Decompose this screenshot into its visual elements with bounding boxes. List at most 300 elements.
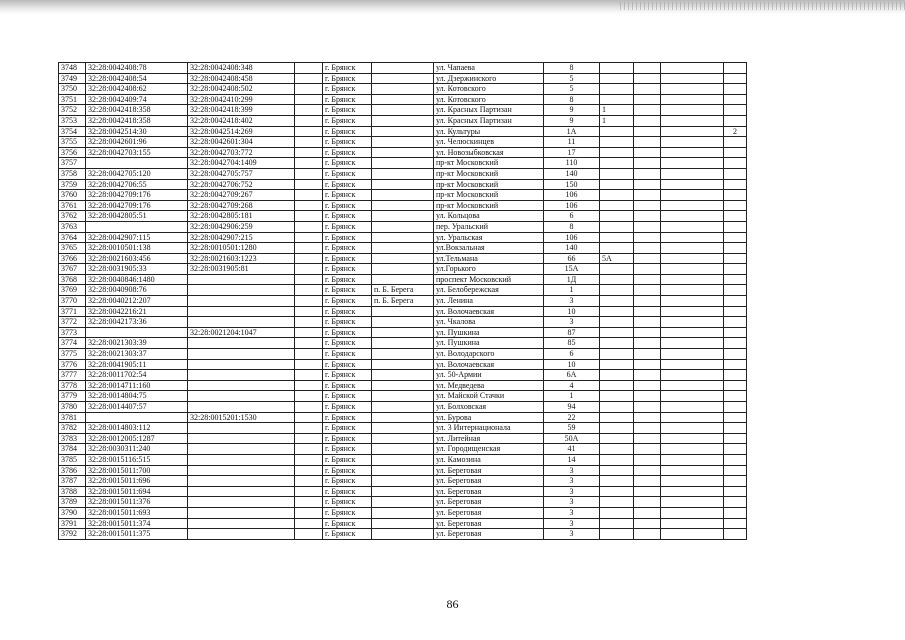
cell-building-number bbox=[600, 476, 634, 487]
cell-building-number bbox=[600, 190, 634, 201]
cell-settlement bbox=[372, 221, 434, 232]
cell-extra-count bbox=[724, 370, 747, 381]
cell-settlement bbox=[372, 433, 434, 444]
cell-extra-field bbox=[295, 370, 323, 381]
cell-building-number bbox=[600, 147, 634, 158]
table-row bbox=[59, 253, 747, 264]
cell-extra-field-3 bbox=[661, 380, 724, 391]
cell-building-number bbox=[600, 168, 634, 179]
cell-extra-field-3 bbox=[661, 370, 724, 381]
cell-extra-field-3 bbox=[661, 190, 724, 201]
cell-extra-field bbox=[295, 444, 323, 455]
cell-city: г. Брянск bbox=[323, 359, 372, 370]
cell-extra-count bbox=[724, 232, 747, 243]
table-row bbox=[59, 486, 747, 497]
cell-extra-count bbox=[724, 444, 747, 455]
cell-row-number: 3769 bbox=[59, 285, 86, 296]
cell-extra-field-2 bbox=[634, 211, 661, 222]
cell-city: г. Брянск bbox=[323, 168, 372, 179]
cell-house-number: 17 bbox=[544, 147, 600, 158]
cell-extra-field-3 bbox=[661, 253, 724, 264]
cell-land-cadastral-number: 32:28:0042514:30 bbox=[86, 126, 188, 137]
cell-row-number: 3761 bbox=[59, 200, 86, 211]
cell-building-number bbox=[600, 264, 634, 275]
cell-row-number: 3762 bbox=[59, 211, 86, 222]
cell-extra-field-2 bbox=[634, 529, 661, 540]
cell-row-number: 3772 bbox=[59, 317, 86, 328]
cell-building-cadastral-number bbox=[188, 476, 295, 487]
cell-settlement bbox=[372, 179, 434, 190]
cell-extra-field-3 bbox=[661, 137, 724, 148]
cell-extra-field-2 bbox=[634, 105, 661, 116]
cell-land-cadastral-number: 32:28:0021603:456 bbox=[86, 253, 188, 264]
cell-house-number: 3 bbox=[544, 529, 600, 540]
cell-settlement bbox=[372, 412, 434, 423]
cell-building-number bbox=[600, 433, 634, 444]
cell-land-cadastral-number: 32:28:0014803:112 bbox=[86, 423, 188, 434]
cell-house-number: 140 bbox=[544, 243, 600, 254]
cell-street: ул. Уральская bbox=[434, 232, 544, 243]
cell-extra-field bbox=[295, 285, 323, 296]
cell-street: ул. Камозина bbox=[434, 454, 544, 465]
cell-street: ул. Береговая bbox=[434, 486, 544, 497]
cell-extra-count bbox=[724, 497, 747, 508]
cell-extra-field bbox=[295, 349, 323, 360]
cell-row-number: 3778 bbox=[59, 380, 86, 391]
cell-settlement bbox=[372, 63, 434, 74]
table-row bbox=[59, 200, 747, 211]
cell-extra-field bbox=[295, 105, 323, 116]
cell-extra-field-3 bbox=[661, 232, 724, 243]
cell-city: г. Брянск bbox=[323, 306, 372, 317]
cell-row-number: 3764 bbox=[59, 232, 86, 243]
cell-building-cadastral-number bbox=[188, 380, 295, 391]
cell-street: ул. Чкалова bbox=[434, 317, 544, 328]
cell-house-number: 1Д bbox=[544, 274, 600, 285]
cell-extra-field-3 bbox=[661, 317, 724, 328]
table-row bbox=[59, 115, 747, 126]
cell-settlement bbox=[372, 190, 434, 201]
cell-settlement bbox=[372, 73, 434, 84]
cell-city: г. Брянск bbox=[323, 94, 372, 105]
cell-extra-field bbox=[295, 158, 323, 169]
cell-building-cadastral-number: 32:28:0042709:267 bbox=[188, 190, 295, 201]
cell-row-number: 3784 bbox=[59, 444, 86, 455]
cell-city: г. Брянск bbox=[323, 465, 372, 476]
table-row bbox=[59, 423, 747, 434]
cell-extra-field bbox=[295, 94, 323, 105]
cell-building-cadastral-number: 32:28:0015201:1530 bbox=[188, 412, 295, 423]
cell-street: пр-кт Московский bbox=[434, 158, 544, 169]
cell-land-cadastral-number: 32:28:0042709:176 bbox=[86, 190, 188, 201]
cell-land-cadastral-number: 32:28:0042418:358 bbox=[86, 115, 188, 126]
cell-row-number: 3768 bbox=[59, 274, 86, 285]
cell-extra-field-2 bbox=[634, 507, 661, 518]
cell-building-number bbox=[600, 221, 634, 232]
cell-city: г. Брянск bbox=[323, 137, 372, 148]
cell-building-number bbox=[600, 402, 634, 413]
cell-building-cadastral-number: 32:28:0010501:1280 bbox=[188, 243, 295, 254]
cell-extra-field-3 bbox=[661, 454, 724, 465]
cell-extra-count bbox=[724, 137, 747, 148]
cell-city: г. Брянск bbox=[323, 158, 372, 169]
cell-extra-field-2 bbox=[634, 253, 661, 264]
cell-building-number bbox=[600, 349, 634, 360]
cell-building-cadastral-number: 32:28:0042704:1409 bbox=[188, 158, 295, 169]
cell-city: г. Брянск bbox=[323, 433, 372, 444]
cell-land-cadastral-number: 32:28:0042706:55 bbox=[86, 179, 188, 190]
cell-city: г. Брянск bbox=[323, 296, 372, 307]
cell-row-number: 3755 bbox=[59, 137, 86, 148]
cell-extra-count: 2 bbox=[724, 126, 747, 137]
cell-street: ул. Кольцова bbox=[434, 211, 544, 222]
cell-building-number bbox=[600, 63, 634, 74]
table-row bbox=[59, 243, 747, 254]
cell-street: ул. Пушкина bbox=[434, 338, 544, 349]
cell-house-number: 3 bbox=[544, 465, 600, 476]
cell-extra-field-2 bbox=[634, 168, 661, 179]
cell-settlement bbox=[372, 105, 434, 116]
cell-house-number: 106 bbox=[544, 200, 600, 211]
cell-extra-count bbox=[724, 115, 747, 126]
cell-building-number bbox=[600, 327, 634, 338]
cell-building-cadastral-number bbox=[188, 349, 295, 360]
cell-land-cadastral-number: 32:28:0015011:694 bbox=[86, 486, 188, 497]
cell-extra-field-3 bbox=[661, 168, 724, 179]
cell-settlement bbox=[372, 211, 434, 222]
cell-extra-field-2 bbox=[634, 158, 661, 169]
cell-building-cadastral-number bbox=[188, 465, 295, 476]
cell-extra-field-3 bbox=[661, 285, 724, 296]
cell-street: ул. Майской Стачки bbox=[434, 391, 544, 402]
cell-extra-field-3 bbox=[661, 529, 724, 540]
cell-row-number: 3779 bbox=[59, 391, 86, 402]
cell-extra-field bbox=[295, 380, 323, 391]
cell-street: ул.Вокзальная bbox=[434, 243, 544, 254]
cell-row-number: 3786 bbox=[59, 465, 86, 476]
cell-extra-count bbox=[724, 402, 747, 413]
cell-row-number: 3780 bbox=[59, 402, 86, 413]
cell-land-cadastral-number: 32:28:0040846:1480 bbox=[86, 274, 188, 285]
cell-extra-field-3 bbox=[661, 433, 724, 444]
cell-house-number: 8 bbox=[544, 63, 600, 74]
cell-city: г. Брянск bbox=[323, 274, 372, 285]
cell-extra-field-2 bbox=[634, 380, 661, 391]
cell-extra-field bbox=[295, 359, 323, 370]
cell-building-number: 1 bbox=[600, 105, 634, 116]
cell-extra-field-3 bbox=[661, 63, 724, 74]
cell-building-number bbox=[600, 380, 634, 391]
cell-extra-count bbox=[724, 412, 747, 423]
cell-row-number: 3792 bbox=[59, 529, 86, 540]
cell-house-number: 110 bbox=[544, 158, 600, 169]
cell-extra-field-2 bbox=[634, 296, 661, 307]
cell-extra-field-2 bbox=[634, 497, 661, 508]
cell-building-number bbox=[600, 529, 634, 540]
cell-extra-field-3 bbox=[661, 94, 724, 105]
cell-settlement bbox=[372, 317, 434, 328]
cell-city: г. Брянск bbox=[323, 412, 372, 423]
cell-city: г. Брянск bbox=[323, 221, 372, 232]
table-row bbox=[59, 264, 747, 275]
cell-street: ул. Береговая bbox=[434, 507, 544, 518]
cell-extra-field-2 bbox=[634, 274, 661, 285]
cell-house-number: 50А bbox=[544, 433, 600, 444]
cell-extra-count bbox=[724, 327, 747, 338]
cell-building-cadastral-number bbox=[188, 338, 295, 349]
cell-house-number: 22 bbox=[544, 412, 600, 423]
cell-land-cadastral-number: 32:28:0042418:358 bbox=[86, 105, 188, 116]
cell-building-cadastral-number: 32:28:0042907:215 bbox=[188, 232, 295, 243]
cell-extra-field bbox=[295, 433, 323, 444]
table-row bbox=[59, 529, 747, 540]
cell-settlement bbox=[372, 465, 434, 476]
cell-street: ул. Береговая bbox=[434, 497, 544, 508]
cell-extra-field-3 bbox=[661, 158, 724, 169]
cell-building-cadastral-number: 32:28:0042706:752 bbox=[188, 179, 295, 190]
cell-land-cadastral-number: 32:28:0014711:160 bbox=[86, 380, 188, 391]
cell-row-number: 3763 bbox=[59, 221, 86, 232]
cell-settlement bbox=[372, 497, 434, 508]
cell-building-cadastral-number: 32:28:0042418:399 bbox=[188, 105, 295, 116]
cell-settlement bbox=[372, 391, 434, 402]
cell-extra-field-3 bbox=[661, 423, 724, 434]
cell-settlement bbox=[372, 232, 434, 243]
cell-building-number bbox=[600, 200, 634, 211]
cell-building-number bbox=[600, 126, 634, 137]
cell-city: г. Брянск bbox=[323, 264, 372, 275]
cell-land-cadastral-number: 32:28:0015011:374 bbox=[86, 518, 188, 529]
cell-extra-field-2 bbox=[634, 317, 661, 328]
cell-building-number bbox=[600, 486, 634, 497]
cell-city: г. Брянск bbox=[323, 507, 372, 518]
cell-street: ул. Волочаевская bbox=[434, 306, 544, 317]
cell-city: г. Брянск bbox=[323, 211, 372, 222]
cell-street: ул. Пушкина bbox=[434, 327, 544, 338]
cell-extra-field-2 bbox=[634, 423, 661, 434]
cell-row-number: 3765 bbox=[59, 243, 86, 254]
cell-city: г. Брянск bbox=[323, 402, 372, 413]
cell-building-cadastral-number: 32:28:0021204:1047 bbox=[188, 327, 295, 338]
cell-building-cadastral-number: 32:28:0042408:348 bbox=[188, 63, 295, 74]
table-row bbox=[59, 349, 747, 360]
cell-land-cadastral-number: 32:28:0021303:39 bbox=[86, 338, 188, 349]
cell-street: ул. Литейная bbox=[434, 433, 544, 444]
cell-house-number: 1 bbox=[544, 391, 600, 402]
cell-settlement bbox=[372, 327, 434, 338]
cell-building-cadastral-number bbox=[188, 359, 295, 370]
cell-house-number: 9 bbox=[544, 115, 600, 126]
cell-extra-field-3 bbox=[661, 126, 724, 137]
cell-city: г. Брянск bbox=[323, 497, 372, 508]
cell-building-cadastral-number: 32:28:0042408:502 bbox=[188, 84, 295, 95]
cell-building-number bbox=[600, 338, 634, 349]
cell-city: г. Брянск bbox=[323, 486, 372, 497]
cell-extra-count bbox=[724, 253, 747, 264]
cell-land-cadastral-number bbox=[86, 327, 188, 338]
cell-extra-field-2 bbox=[634, 486, 661, 497]
cell-extra-field bbox=[295, 243, 323, 254]
cell-extra-field-3 bbox=[661, 179, 724, 190]
table-row bbox=[59, 306, 747, 317]
cell-building-number bbox=[600, 454, 634, 465]
cell-building-cadastral-number bbox=[188, 507, 295, 518]
cell-land-cadastral-number: 32:28:0014804:75 bbox=[86, 391, 188, 402]
cell-extra-field-2 bbox=[634, 338, 661, 349]
cell-row-number: 3770 bbox=[59, 296, 86, 307]
cell-building-cadastral-number bbox=[188, 306, 295, 317]
cell-street: ул. Береговая bbox=[434, 465, 544, 476]
cell-extra-field-2 bbox=[634, 454, 661, 465]
cell-settlement bbox=[372, 147, 434, 158]
cell-settlement bbox=[372, 243, 434, 254]
cell-city: г. Брянск bbox=[323, 380, 372, 391]
cell-settlement bbox=[372, 349, 434, 360]
cell-extra-field bbox=[295, 115, 323, 126]
cell-extra-field bbox=[295, 137, 323, 148]
cell-building-number bbox=[600, 274, 634, 285]
cell-row-number: 3760 bbox=[59, 190, 86, 201]
cell-street: ул. Бурова bbox=[434, 412, 544, 423]
cell-extra-field-2 bbox=[634, 94, 661, 105]
cell-settlement bbox=[372, 137, 434, 148]
cell-street: ул. Челюскинцев bbox=[434, 137, 544, 148]
cell-building-number bbox=[600, 243, 634, 254]
cell-city: г. Брянск bbox=[323, 126, 372, 137]
cell-extra-field bbox=[295, 518, 323, 529]
cell-land-cadastral-number: 32:28:0040212:207 bbox=[86, 296, 188, 307]
cell-row-number: 3773 bbox=[59, 327, 86, 338]
cell-extra-field-2 bbox=[634, 306, 661, 317]
cell-city: г. Брянск bbox=[323, 349, 372, 360]
cell-extra-field-2 bbox=[634, 433, 661, 444]
table-row bbox=[59, 94, 747, 105]
cell-extra-count bbox=[724, 73, 747, 84]
cell-land-cadastral-number: 32:28:0015011:700 bbox=[86, 465, 188, 476]
cell-extra-field bbox=[295, 264, 323, 275]
cell-street: ул.Тельмана bbox=[434, 253, 544, 264]
cell-settlement bbox=[372, 253, 434, 264]
cell-land-cadastral-number: 32:28:0015011:375 bbox=[86, 529, 188, 540]
cell-row-number: 3774 bbox=[59, 338, 86, 349]
cell-house-number: 3 bbox=[544, 497, 600, 508]
cell-building-number bbox=[600, 306, 634, 317]
cell-extra-field bbox=[295, 168, 323, 179]
cell-settlement bbox=[372, 126, 434, 137]
cell-house-number: 5 bbox=[544, 84, 600, 95]
table-row bbox=[59, 476, 747, 487]
cell-house-number: 41 bbox=[544, 444, 600, 455]
cell-street: ул. Культуры bbox=[434, 126, 544, 137]
cell-row-number: 3756 bbox=[59, 147, 86, 158]
cell-row-number: 3791 bbox=[59, 518, 86, 529]
cell-extra-field bbox=[295, 179, 323, 190]
cell-extra-field-3 bbox=[661, 391, 724, 402]
cell-city: г. Брянск bbox=[323, 444, 372, 455]
cell-extra-count bbox=[724, 529, 747, 540]
cell-extra-field bbox=[295, 402, 323, 413]
cell-extra-count bbox=[724, 391, 747, 402]
cell-row-number: 3752 bbox=[59, 105, 86, 116]
cell-house-number: 8 bbox=[544, 221, 600, 232]
cell-land-cadastral-number: 32:28:0042408:62 bbox=[86, 84, 188, 95]
cell-building-number bbox=[600, 465, 634, 476]
cell-house-number: 94 bbox=[544, 402, 600, 413]
cell-city: г. Брянск bbox=[323, 200, 372, 211]
cell-extra-count bbox=[724, 105, 747, 116]
cell-extra-count bbox=[724, 84, 747, 95]
cell-house-number: 15А bbox=[544, 264, 600, 275]
cell-extra-count bbox=[724, 94, 747, 105]
cell-extra-field bbox=[295, 317, 323, 328]
cell-land-cadastral-number: 32:28:0030311:240 bbox=[86, 444, 188, 455]
cell-building-cadastral-number: 32:28:0042601:304 bbox=[188, 137, 295, 148]
cell-extra-field-3 bbox=[661, 306, 724, 317]
cell-building-number bbox=[600, 412, 634, 423]
cell-settlement bbox=[372, 306, 434, 317]
cell-extra-count bbox=[724, 317, 747, 328]
cell-extra-field-3 bbox=[661, 296, 724, 307]
cell-building-cadastral-number bbox=[188, 486, 295, 497]
cell-extra-count bbox=[724, 518, 747, 529]
cell-row-number: 3771 bbox=[59, 306, 86, 317]
cell-extra-field-3 bbox=[661, 338, 724, 349]
cell-row-number: 3766 bbox=[59, 253, 86, 264]
cell-street: пр-кт Московский bbox=[434, 179, 544, 190]
page-number: 86 bbox=[446, 597, 459, 611]
cell-house-number: 66 bbox=[544, 253, 600, 264]
cell-extra-field bbox=[295, 232, 323, 243]
cell-house-number: 59 bbox=[544, 423, 600, 434]
cell-building-cadastral-number: 32:28:0042805:181 bbox=[188, 211, 295, 222]
cell-row-number: 3787 bbox=[59, 476, 86, 487]
cell-settlement: п. Б. Берега bbox=[372, 285, 434, 296]
cell-land-cadastral-number: 32:28:0042703:155 bbox=[86, 147, 188, 158]
table-row bbox=[59, 168, 747, 179]
cell-street: ул.Горького bbox=[434, 264, 544, 275]
cell-extra-field-2 bbox=[634, 264, 661, 275]
cell-extra-count bbox=[724, 274, 747, 285]
cell-building-number bbox=[600, 179, 634, 190]
cell-building-cadastral-number: 32:28:0042408:458 bbox=[188, 73, 295, 84]
cell-extra-field bbox=[295, 507, 323, 518]
table-row bbox=[59, 84, 747, 95]
cell-extra-field-3 bbox=[661, 465, 724, 476]
cell-extra-field-3 bbox=[661, 444, 724, 455]
cell-house-number: 140 bbox=[544, 168, 600, 179]
cell-extra-field bbox=[295, 454, 323, 465]
cell-land-cadastral-number: 32:28:0012005:1287 bbox=[86, 433, 188, 444]
cell-land-cadastral-number bbox=[86, 412, 188, 423]
cell-extra-count bbox=[724, 211, 747, 222]
table-row bbox=[59, 317, 747, 328]
cell-settlement: п. Б. Берега bbox=[372, 296, 434, 307]
cell-street: ул. Красных Партизан bbox=[434, 115, 544, 126]
cell-extra-count bbox=[724, 168, 747, 179]
cell-city: г. Брянск bbox=[323, 84, 372, 95]
cell-land-cadastral-number: 32:28:0015011:376 bbox=[86, 497, 188, 508]
cell-land-cadastral-number: 32:28:0041905:11 bbox=[86, 359, 188, 370]
cell-extra-field bbox=[295, 211, 323, 222]
cell-street: ул. Волочаевская bbox=[434, 359, 544, 370]
cell-extra-field bbox=[295, 423, 323, 434]
cell-extra-count bbox=[724, 221, 747, 232]
cell-settlement bbox=[372, 423, 434, 434]
cell-extra-field bbox=[295, 476, 323, 487]
cell-settlement bbox=[372, 84, 434, 95]
cell-row-number: 3789 bbox=[59, 497, 86, 508]
cell-extra-count bbox=[724, 306, 747, 317]
